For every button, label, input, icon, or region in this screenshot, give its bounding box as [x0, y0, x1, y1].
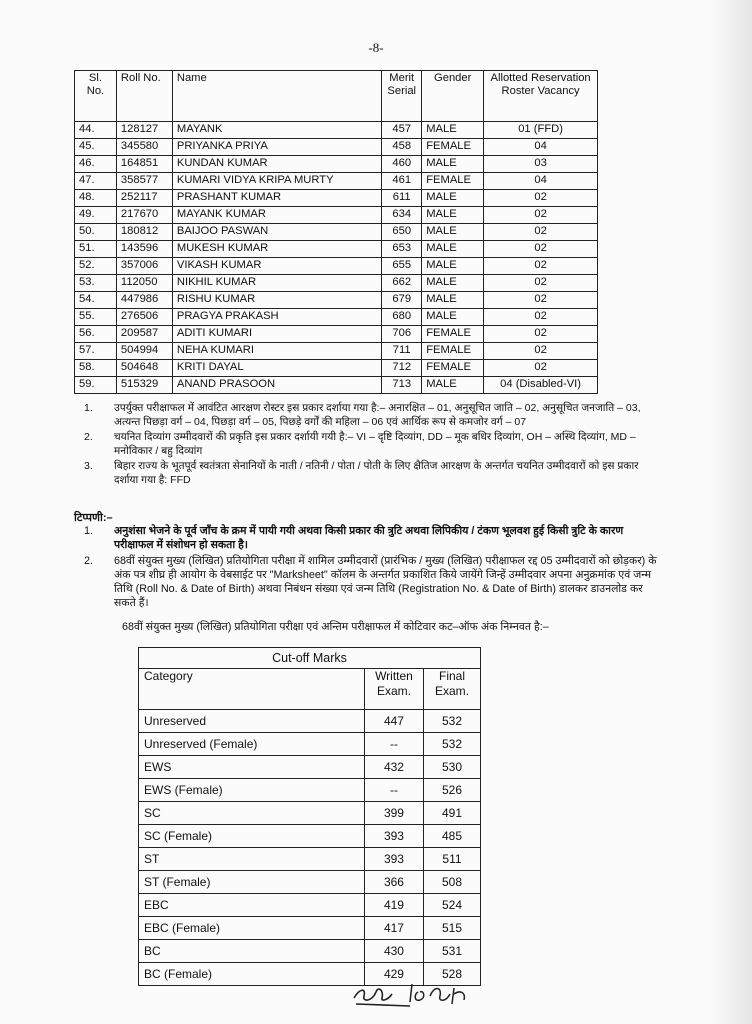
table-row	[139, 871, 481, 894]
note-number: 1.	[84, 402, 93, 414]
cell-allotted-vacancy: 04 (Disabled-VI)	[484, 377, 598, 394]
table-row	[75, 258, 598, 275]
cell-allotted-vacancy: 02	[484, 309, 598, 326]
cell-merit-serial: 634	[382, 207, 422, 224]
table-row	[75, 360, 598, 377]
table-row	[75, 224, 598, 241]
table-row	[139, 802, 481, 825]
cutoff-final: 485	[423, 825, 480, 848]
cutoff-category: EWS (Female)	[139, 779, 365, 802]
cell-gender: MALE	[422, 241, 484, 258]
cell-name: KUMARI VIDYA KRIPA MURTY	[172, 173, 381, 190]
cell-merit-serial: 712	[382, 360, 422, 377]
cell-merit-serial: 458	[382, 139, 422, 156]
cutoff-final: 526	[423, 779, 480, 802]
table-row	[75, 190, 598, 207]
cutoff-final: 532	[423, 710, 480, 733]
cutoff-intro-text: 68वीं संयुक्त मुख्य (लिखित) प्रतियोगिता परीक्षा एवं अन्तिम परीक्षाफल में कोटिवार कट–ऑफ अंक निम्नवत है:–	[122, 621, 549, 633]
table-row	[75, 241, 598, 258]
cutoff-table	[138, 647, 481, 986]
header-sl-no: Sl. No.	[75, 71, 117, 122]
cell-sl-no: 52.	[75, 258, 117, 275]
cell-name: KUNDAN KUMAR	[172, 156, 381, 173]
cutoff-category: EWS	[139, 756, 365, 779]
cell-gender: MALE	[422, 224, 484, 241]
header-gender: Gender	[422, 71, 484, 122]
header-name: Name	[172, 71, 381, 122]
remark-item	[84, 524, 658, 552]
table-row	[139, 848, 481, 871]
cell-name: NEHA KUMARI	[172, 343, 381, 360]
cell-name: PRIYANKA PRIYA	[172, 139, 381, 156]
table-row	[139, 894, 481, 917]
cell-gender: MALE	[422, 207, 484, 224]
cell-roll-no: 128127	[116, 122, 172, 139]
table-row	[75, 139, 598, 156]
cutoff-written: --	[364, 733, 423, 756]
cutoff-final: 508	[423, 871, 480, 894]
table-row	[75, 207, 598, 224]
table-row	[75, 377, 598, 394]
remark-text: अनुशंसा भेजने के पूर्व जाँच के क्रम में पायी गयी अथवा किसी प्रकार की त्रुटि अथवा लिपिकीय / टंकण भूलवश हुई किसी त्रुटि के कारण परीक्षाफल में संशोधन हो सकता है।	[114, 525, 624, 551]
cell-allotted-vacancy: 04	[484, 173, 598, 190]
cutoff-header-category: Category	[139, 669, 365, 710]
cell-merit-serial: 460	[382, 156, 422, 173]
table-row	[139, 940, 481, 963]
cell-name: ADITI KUMARI	[172, 326, 381, 343]
cutoff-category: Unreserved (Female)	[139, 733, 365, 756]
cell-sl-no: 51.	[75, 241, 117, 258]
cutoff-final: 515	[423, 917, 480, 940]
cell-name: PRASHANT KUMAR	[172, 190, 381, 207]
cell-allotted-vacancy: 02	[484, 360, 598, 377]
signature-image	[350, 972, 480, 1012]
cell-name: NIKHIL KUMAR	[172, 275, 381, 292]
cutoff-final: 491	[423, 802, 480, 825]
cutoff-final: 530	[423, 756, 480, 779]
cell-allotted-vacancy: 02	[484, 190, 598, 207]
note-text: बिहार राज्य के भूतपूर्व स्वतंत्रता सेनानियों के नाती / नतिनी / पोता / पोती के लिए क्षैतिज आरक्षण के अन्तर्गत चयनित उम्मीदवारों को इस प्रकार दर्शाया गया है: FFD	[114, 460, 639, 486]
cell-roll-no: 504648	[116, 360, 172, 377]
cutoff-final: 531	[423, 940, 480, 963]
cell-gender: FEMALE	[422, 360, 484, 377]
cutoff-final: 524	[423, 894, 480, 917]
cell-roll-no: 180812	[116, 224, 172, 241]
remarks-list	[84, 524, 658, 612]
cutoff-written: --	[364, 779, 423, 802]
cutoff-category: BC (Female)	[139, 963, 365, 986]
cell-name: MAYANK KUMAR	[172, 207, 381, 224]
table-row	[75, 343, 598, 360]
cell-merit-serial: 713	[382, 377, 422, 394]
cell-name: ANAND PRASOON	[172, 377, 381, 394]
note-item	[84, 402, 658, 429]
cell-gender: FEMALE	[422, 326, 484, 343]
cutoff-header-final: Final Exam.	[423, 669, 480, 710]
cell-gender: MALE	[422, 309, 484, 326]
cell-name: MAYANK	[172, 122, 381, 139]
cell-gender: MALE	[422, 258, 484, 275]
cell-sl-no: 44.	[75, 122, 117, 139]
table-row	[139, 779, 481, 802]
remark-text: 68वीं संयुक्त मुख्य (लिखित) प्रतियोगिता परीक्षा में शामिल उम्मीदवारों (प्रारंभिक / मुख्य (लिखित) परीक्षाफल रद्द 05 उम्मीदवारों को छोड़कर) के अंक पत्र शीघ्र ही आयोग के वेबसाईट पर "Marksheet" कॉलम के अन्तर्गत प्रकाशित किये जायेंगे जिन्हें उम्मीदवार अपना अनुक्रमांक एवं जन्म तिथि (Roll No. & Date of Birth) अथवा निबंधन संख्या एवं जन्म तिथि (Registration No. & Date of Birth) डालकर डाउनलोड कर सकते हैं।	[114, 555, 657, 609]
cell-name: BAIJOO PASWAN	[172, 224, 381, 241]
cell-allotted-vacancy: 02	[484, 343, 598, 360]
header-merit-serial: Merit Serial	[382, 71, 422, 122]
notes-list	[84, 402, 658, 489]
cell-name: PRAGYA PRAKASH	[172, 309, 381, 326]
cutoff-written: 432	[364, 756, 423, 779]
cutoff-category: ST	[139, 848, 365, 871]
cell-sl-no: 45.	[75, 139, 117, 156]
cell-sl-no: 56.	[75, 326, 117, 343]
cutoff-final: 511	[423, 848, 480, 871]
note-number: 2.	[84, 431, 93, 443]
cell-name: RISHU KUMAR	[172, 292, 381, 309]
table-row	[75, 122, 598, 139]
cell-merit-serial: 457	[382, 122, 422, 139]
cutoff-written: 366	[364, 871, 423, 894]
cutoff-final: 532	[423, 733, 480, 756]
cell-roll-no: 276506	[116, 309, 172, 326]
table-row	[75, 326, 598, 343]
remarks-heading: टिप्पणी:–	[74, 512, 113, 524]
page-edge-shadow	[710, 0, 752, 1024]
cell-merit-serial: 662	[382, 275, 422, 292]
table-row	[139, 825, 481, 848]
cell-name: VIKASH KUMAR	[172, 258, 381, 275]
cell-roll-no: 358577	[116, 173, 172, 190]
cell-allotted-vacancy: 02	[484, 275, 598, 292]
note-item	[84, 460, 658, 487]
table-row	[139, 917, 481, 940]
cell-roll-no: 447986	[116, 292, 172, 309]
cell-merit-serial: 679	[382, 292, 422, 309]
cutoff-category: EBC	[139, 894, 365, 917]
page-number: -8-	[368, 40, 384, 55]
cell-allotted-vacancy: 03	[484, 156, 598, 173]
cell-roll-no: 164851	[116, 156, 172, 173]
cell-gender: MALE	[422, 377, 484, 394]
cutoff-header-written: Written Exam.	[364, 669, 423, 710]
cell-merit-serial: 650	[382, 224, 422, 241]
remark-number: 2.	[84, 555, 94, 567]
cell-roll-no: 504994	[116, 343, 172, 360]
cell-sl-no: 59.	[75, 377, 117, 394]
cell-sl-no: 55.	[75, 309, 117, 326]
cell-roll-no: 252117	[116, 190, 172, 207]
cell-gender: MALE	[422, 275, 484, 292]
cell-name: KRITI DAYAL	[172, 360, 381, 377]
remark-number: 1.	[84, 525, 94, 537]
cutoff-category: SC (Female)	[139, 825, 365, 848]
note-text: चयनित दिव्यांग उम्मीदवारों की प्रकृति इस प्रकार दर्शायी गयी है:– VI – दृष्टि दिव्यांग, DD – मूक बधिर दिव्यांग, OH – अस्थि दिव्यांग, MD – मनोविकार / बहु दिव्यांग	[114, 431, 636, 457]
cell-roll-no: 143596	[116, 241, 172, 258]
cell-merit-serial: 711	[382, 343, 422, 360]
cell-sl-no: 47.	[75, 173, 117, 190]
table-row	[75, 156, 598, 173]
cell-sl-no: 49.	[75, 207, 117, 224]
cutoff-category: BC	[139, 940, 365, 963]
cutoff-category: SC	[139, 802, 365, 825]
note-text: उपर्युक्त परीक्षाफल में आवंटित आरक्षण रोस्टर इस प्रकार दर्शाया गया है:– अनारक्षित – 01, अनुसूचित जाति – 02, अनुसूचित जनजाति – 03, अत्यन्त पिछड़ा वर्ग – 04, पिछड़ा वर्ग – 05, पिछड़े वर्गों की महिला – 06 एवं आर्थिक रूप से कमजोर वर्ग – 07	[114, 402, 641, 428]
cell-gender: MALE	[422, 156, 484, 173]
cell-roll-no: 345580	[116, 139, 172, 156]
cell-gender: FEMALE	[422, 173, 484, 190]
results-body	[75, 122, 598, 394]
table-row	[75, 309, 598, 326]
cutoff-caption: Cut-off Marks	[139, 648, 481, 669]
cell-merit-serial: 461	[382, 173, 422, 190]
header-roll-no: Roll No.	[116, 71, 172, 122]
cell-allotted-vacancy: 02	[484, 326, 598, 343]
cell-roll-no: 112050	[116, 275, 172, 292]
cell-allotted-vacancy: 02	[484, 292, 598, 309]
cutoff-body	[139, 710, 481, 986]
cell-sl-no: 48.	[75, 190, 117, 207]
cell-sl-no: 54.	[75, 292, 117, 309]
cell-merit-serial: 655	[382, 258, 422, 275]
cutoff-written: 419	[364, 894, 423, 917]
results-table	[74, 70, 598, 394]
cutoff-written: 393	[364, 825, 423, 848]
cell-gender: MALE	[422, 292, 484, 309]
cell-allotted-vacancy: 02	[484, 224, 598, 241]
table-row	[139, 710, 481, 733]
cell-merit-serial: 611	[382, 190, 422, 207]
cell-gender: MALE	[422, 122, 484, 139]
cell-name: MUKESH KUMAR	[172, 241, 381, 258]
note-item	[84, 431, 658, 458]
remark-item	[84, 554, 658, 610]
cell-gender: FEMALE	[422, 139, 484, 156]
cell-allotted-vacancy: 02	[484, 241, 598, 258]
cell-sl-no: 53.	[75, 275, 117, 292]
cell-sl-no: 50.	[75, 224, 117, 241]
cutoff-category: EBC (Female)	[139, 917, 365, 940]
cell-allotted-vacancy: 04	[484, 139, 598, 156]
results-header-row	[75, 71, 598, 122]
cell-allotted-vacancy: 01 (FFD)	[484, 122, 598, 139]
cutoff-written: 417	[364, 917, 423, 940]
note-number: 3.	[84, 460, 93, 472]
cell-sl-no: 57.	[75, 343, 117, 360]
cutoff-written: 393	[364, 848, 423, 871]
cutoff-written: 430	[364, 940, 423, 963]
cell-sl-no: 58.	[75, 360, 117, 377]
cutoff-final: 528	[423, 963, 480, 986]
table-row	[139, 756, 481, 779]
table-row	[75, 275, 598, 292]
cutoff-header-row	[139, 669, 481, 710]
cell-gender: FEMALE	[422, 343, 484, 360]
cutoff-written: 399	[364, 802, 423, 825]
table-row	[75, 173, 598, 190]
cell-gender: MALE	[422, 190, 484, 207]
table-row	[75, 292, 598, 309]
cutoff-written: 447	[364, 710, 423, 733]
cell-roll-no: 515329	[116, 377, 172, 394]
cutoff-category: ST (Female)	[139, 871, 365, 894]
cell-merit-serial: 653	[382, 241, 422, 258]
cell-roll-no: 209587	[116, 326, 172, 343]
cell-allotted-vacancy: 02	[484, 207, 598, 224]
table-row	[139, 733, 481, 756]
cutoff-written: 429	[364, 963, 423, 986]
cell-roll-no: 357006	[116, 258, 172, 275]
cutoff-category: Unreserved	[139, 710, 365, 733]
cell-sl-no: 46.	[75, 156, 117, 173]
cell-merit-serial: 680	[382, 309, 422, 326]
cell-roll-no: 217670	[116, 207, 172, 224]
cell-merit-serial: 706	[382, 326, 422, 343]
cell-allotted-vacancy: 02	[484, 258, 598, 275]
header-allotted-vacancy: Allotted Reservation Roster Vacancy	[484, 71, 598, 122]
